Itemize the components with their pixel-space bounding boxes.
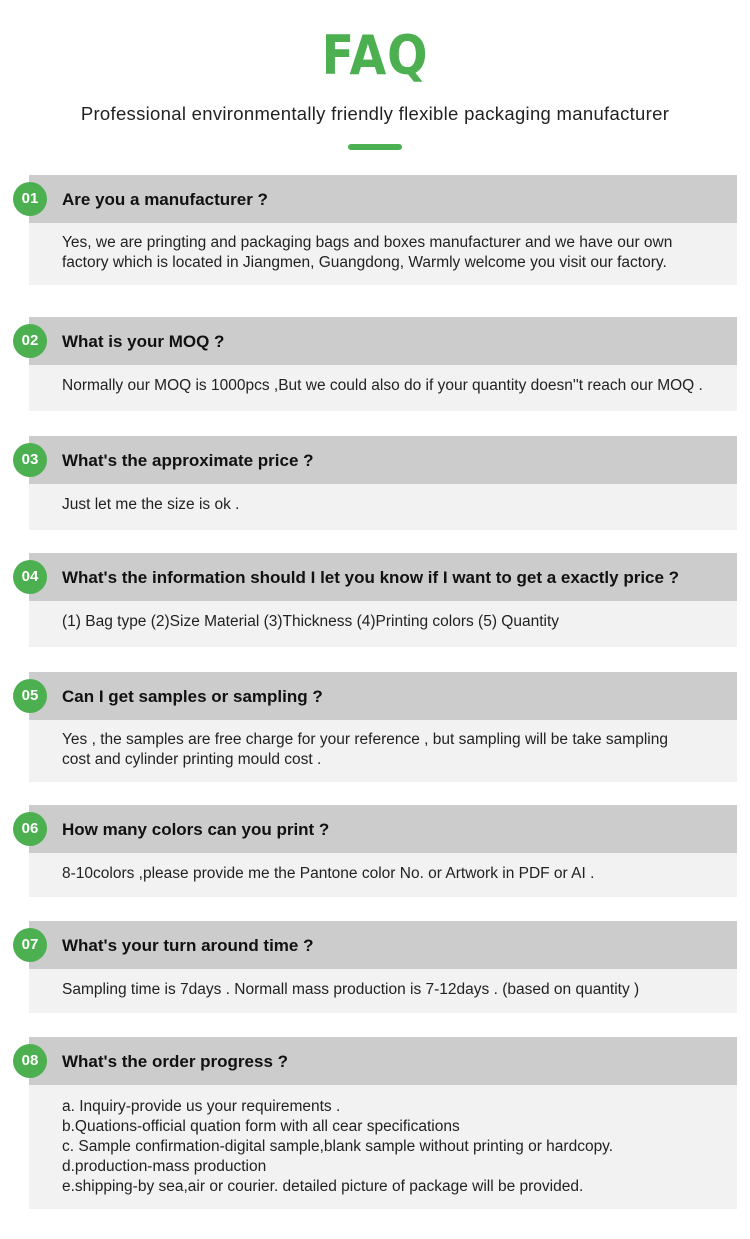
- faq-item: [0, 317, 750, 411]
- faq-item: [0, 436, 750, 530]
- answer-text: [62, 376, 732, 396]
- answer-text: [62, 864, 732, 884]
- answer-line: d.production-mass production: [62, 1158, 267, 1175]
- answer-text: [62, 1097, 732, 1197]
- question-text: What is your MOQ ?: [62, 332, 225, 351]
- answer-line: factory which is located in Jiangmen, Guangdong, Warmly welcome you visit our factory.: [62, 254, 667, 271]
- question-number-badge: 06: [13, 812, 47, 846]
- answer-text: [62, 495, 732, 515]
- answer-line: Yes, we are pringting and packaging bags and boxes manufacturer and we have our own: [62, 234, 673, 251]
- question-number-badge: 03: [13, 443, 47, 477]
- page-title: FAQ: [321, 24, 429, 87]
- faq-item: [0, 672, 750, 782]
- answer-line: 8-10colors ,please provide me the Pantone color No. or Artwork in PDF or AI .: [62, 865, 595, 882]
- question-text: What's the order progress ?: [62, 1052, 289, 1071]
- question-number-badge: 01: [13, 182, 47, 216]
- question-number-badge: 02: [13, 324, 47, 358]
- faq-item: [0, 1037, 750, 1209]
- question-text: What's the approximate price ?: [62, 451, 314, 470]
- question-number-badge: 04: [13, 560, 47, 594]
- question-number-badge: 08: [13, 1044, 47, 1078]
- answer-line: Normally our MOQ is 1000pcs ,But we could also do if your quantity doesn''t reach our MOQ .: [62, 377, 703, 394]
- answer-line: Just let me the size is ok .: [62, 496, 240, 513]
- question-number-badge: 05: [13, 679, 47, 713]
- question-text: Can I get samples or sampling ?: [62, 687, 323, 706]
- answer-line: Sampling time is 7days . Normall mass production is 7-12days . (based on quantity ): [62, 981, 640, 998]
- answer-text: [62, 980, 732, 1000]
- question-text: What's the information should I let you know if I want to get a exactly price ?: [62, 568, 680, 587]
- answer-line: a. Inquiry-provide us your requirements .: [62, 1098, 341, 1115]
- faq-item: [0, 921, 750, 1013]
- answer-text: [62, 730, 732, 770]
- answer-line: cost and cylinder printing mould cost .: [62, 751, 322, 768]
- title-underline: [348, 144, 402, 150]
- answer-text: [62, 233, 732, 273]
- answer-line: b.Quations-official quation form with all cear specifications: [62, 1118, 460, 1135]
- answer-text: [62, 612, 732, 632]
- answer-line: c. Sample confirmation-digital sample,blank sample without printing or hardcopy.: [62, 1138, 614, 1155]
- faq-item: [0, 553, 750, 647]
- question-text: What's your turn around time ?: [62, 936, 314, 955]
- faq-item: [0, 175, 750, 285]
- page-subtitle: Professional environmentally friendly flexible packaging manufacturer: [80, 103, 670, 124]
- answer-line: (1) Bag type (2)Size Material (3)Thickness (4)Printing colors (5) Quantity: [62, 613, 560, 630]
- faq-item: [0, 805, 750, 897]
- question-number-badge: 07: [13, 928, 47, 962]
- answer-line: e.shipping-by sea,air or courier. detailed picture of package will be provided.: [62, 1178, 584, 1195]
- question-text: Are you a manufacturer ?: [62, 190, 268, 209]
- answer-line: Yes , the samples are free charge for your reference , but sampling will be take sampling: [62, 731, 668, 748]
- question-text: How many colors can you print ?: [62, 820, 330, 839]
